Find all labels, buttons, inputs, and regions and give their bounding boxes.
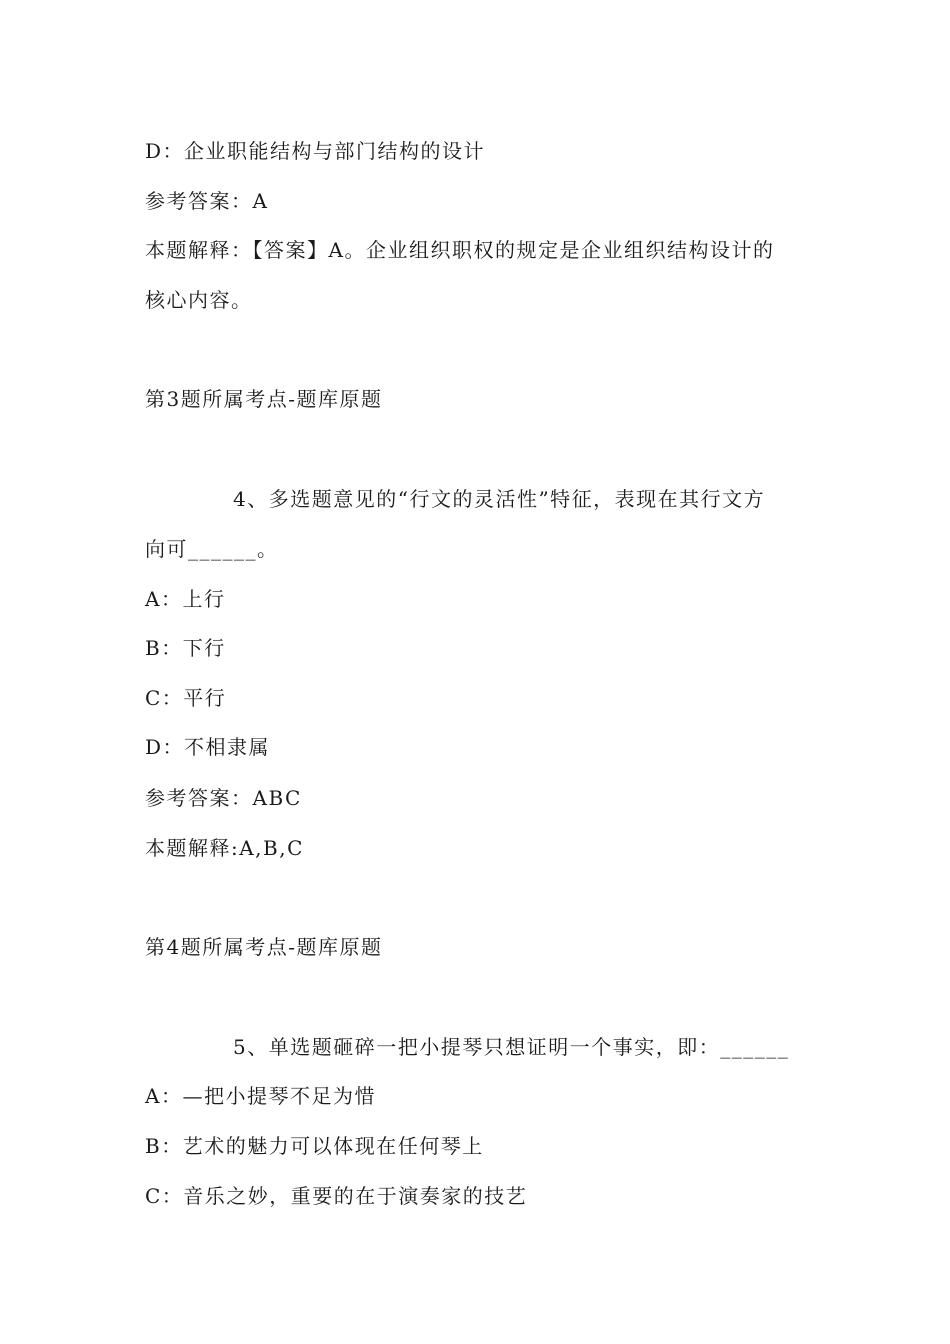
q5-stem-line1: 5、单选题砸碎一把小提琴只想证明一个事实，即：______ bbox=[233, 1035, 790, 1059]
q3-option-d: D：企业职能结构与部门结构的设计 bbox=[145, 139, 486, 163]
q5-option-a: A：—把小提琴不足为惜 bbox=[145, 1084, 376, 1108]
q5-option-c: C：音乐之妙，重要的在于演奏家的技艺 bbox=[145, 1184, 528, 1208]
q4-option-c: C：平行 bbox=[145, 686, 227, 710]
q4-answer: 参考答案：ABC bbox=[145, 786, 302, 810]
q4-stem-line1: 4、多选题意见的“行文的灵活性”特征，表现在其行文方 bbox=[233, 487, 766, 511]
q4-option-d: D：不相隶属 bbox=[145, 735, 271, 759]
q4-option-a: A：上行 bbox=[145, 587, 226, 611]
q5-option-b: B：艺术的魅力可以体现在任何琴上 bbox=[145, 1134, 484, 1158]
q3-topic: 第3题所属考点-题库原题 bbox=[145, 387, 383, 411]
q4-option-b: B：下行 bbox=[145, 636, 226, 660]
q4-explanation: 本题解释:A,B,C bbox=[145, 836, 304, 860]
q3-explanation-line1: 本题解释：【答案】A。企业组织职权的规定是企业组织结构设计的 bbox=[145, 238, 775, 262]
q3-answer: 参考答案：A bbox=[145, 189, 269, 213]
q4-stem-line2: 向可______。 bbox=[145, 537, 279, 561]
q3-explanation-line2: 核心内容。 bbox=[145, 288, 253, 312]
q4-topic: 第4题所属考点-题库原题 bbox=[145, 935, 383, 959]
